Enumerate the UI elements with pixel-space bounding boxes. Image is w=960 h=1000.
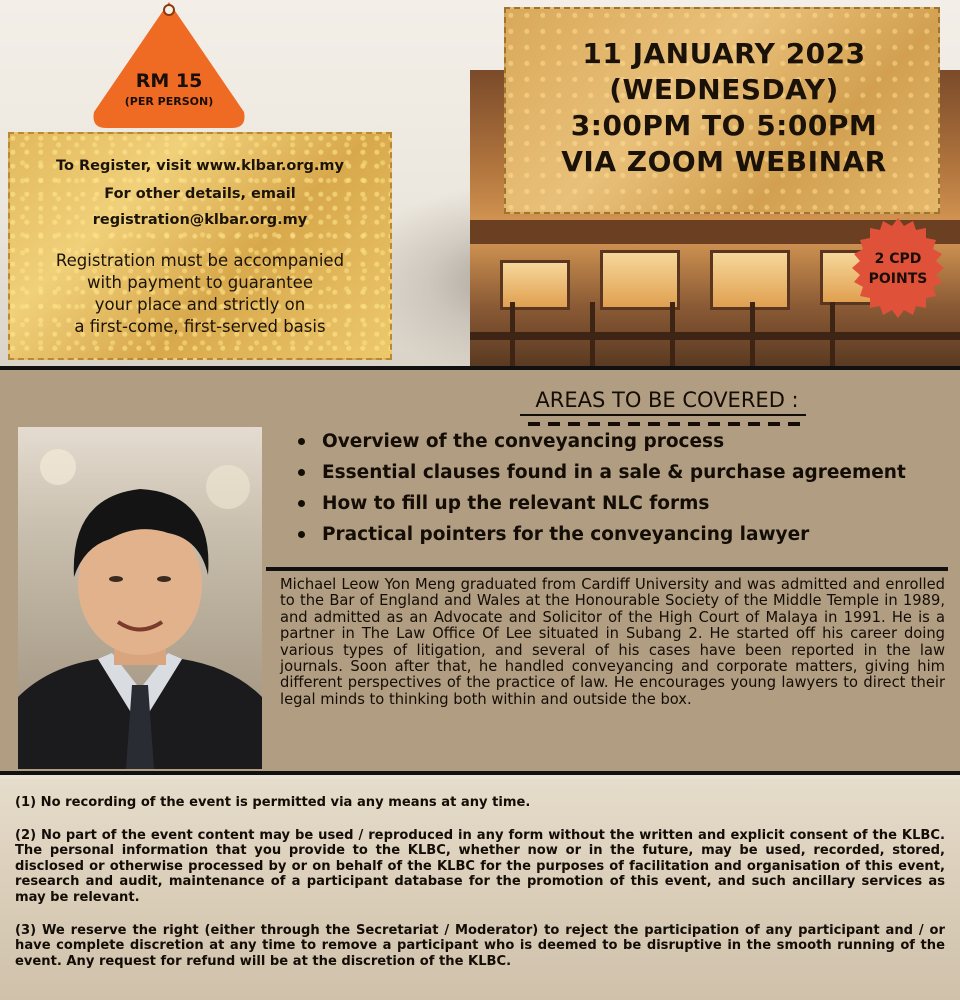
- registration-note-line: with payment to guarantee: [87, 273, 313, 292]
- register-website-text: To Register, visit www.klbar.org.my: [56, 158, 344, 174]
- speaker-portrait: [18, 427, 262, 769]
- price-tag: [84, 0, 254, 132]
- term-item: (2) No part of the event content may be used / reproduced in any form without the written and explicit consent of the KLBC. The personal information that you provide to the KLBC, whether now or in the future, may be used, recorded, stored, disclosed or otherwise processed by or on behalf of the KLBC for the purposes of facilitation and organisation of this event, research and audit, maintenance of a participant database for the promotion of this event, and such ancillary services as may be relevant.: [15, 828, 945, 905]
- registration-note-line: Registration must be accompanied: [55, 251, 345, 270]
- event-day: (WEDNESDAY): [609, 73, 839, 106]
- bullet-icon: [298, 531, 305, 538]
- list-item: Essential clauses found in a sale & purchase agreement: [298, 457, 948, 488]
- registration-box: [8, 132, 392, 360]
- areas-title-underline: [520, 414, 806, 416]
- cpd-points-label: POINTS: [868, 271, 928, 287]
- list-item: Overview of the conveyancing process: [298, 426, 948, 457]
- cpd-points-value: 2 CPD: [874, 251, 922, 267]
- cpd-badge: [848, 218, 948, 318]
- speaker-bio: Michael Leow Yon Meng graduated from Cardiff University and was admitted and enrolled to the Bar of England and Wales at the Honourable Society of the Middle Temple in 1989, and admitted as an Advocate and Solicitor of the High Court of Malaya in 1991. He is a partner in The Law Office Of Lee situated in Subang 2. He started off his career doing various types of litigation, and several of his cases have been reported in the law journals. Soon after that, he handled conveyancing and corporate matters, giving him different perspectives of the practice of law. He encourages young lawyers to direct their legal minds to thinking both within and outside the box.: [280, 576, 945, 708]
- content-section: [0, 366, 960, 775]
- other-details-text: For other details, email: [104, 186, 296, 202]
- list-item: How to fill up the relevant NLC forms: [298, 488, 948, 519]
- event-time: 3:00PM TO 5:00PM: [570, 109, 878, 142]
- event-venue: VIA ZOOM WEBINAR: [561, 145, 887, 178]
- list-item: Practical pointers for the conveyancing lawyer: [298, 519, 948, 550]
- registration-note-line: a first-come, first-served basis: [74, 317, 326, 336]
- speaker-photo: [18, 427, 262, 769]
- price-amount: RM 15: [135, 70, 203, 92]
- price-note: (PER PERSON): [124, 95, 214, 108]
- event-date-box: [504, 7, 940, 214]
- areas-list: [298, 426, 948, 550]
- event-date: 11 JANUARY 2023: [582, 37, 866, 70]
- bullet-icon: [298, 500, 305, 507]
- price-tag-shape: [84, 0, 254, 132]
- bullet-icon: [298, 469, 305, 476]
- header-section: [0, 0, 960, 366]
- registration-email: registration@klbar.org.my: [92, 212, 308, 228]
- term-item: (1) No recording of the event is permitted via any means at any time.: [15, 795, 531, 810]
- registration-note: [10, 250, 390, 338]
- bullet-icon: [298, 438, 305, 445]
- registration-note-line: your place and strictly on: [94, 295, 306, 314]
- section-divider: [266, 567, 948, 571]
- terms-section: [0, 779, 960, 1000]
- areas-title: AREAS TO BE COVERED :: [535, 388, 799, 412]
- cpd-badge-shape: [848, 218, 948, 318]
- term-item: (3) We reserve the right (either through the Secretariat / Moderator) to reject the participation of any participant and / or have complete discretion at any time to remove a participant who is deemed to be disruptive in the smooth running of the event. Any request for refund will be at the discretion of the KLBC.: [15, 923, 945, 969]
